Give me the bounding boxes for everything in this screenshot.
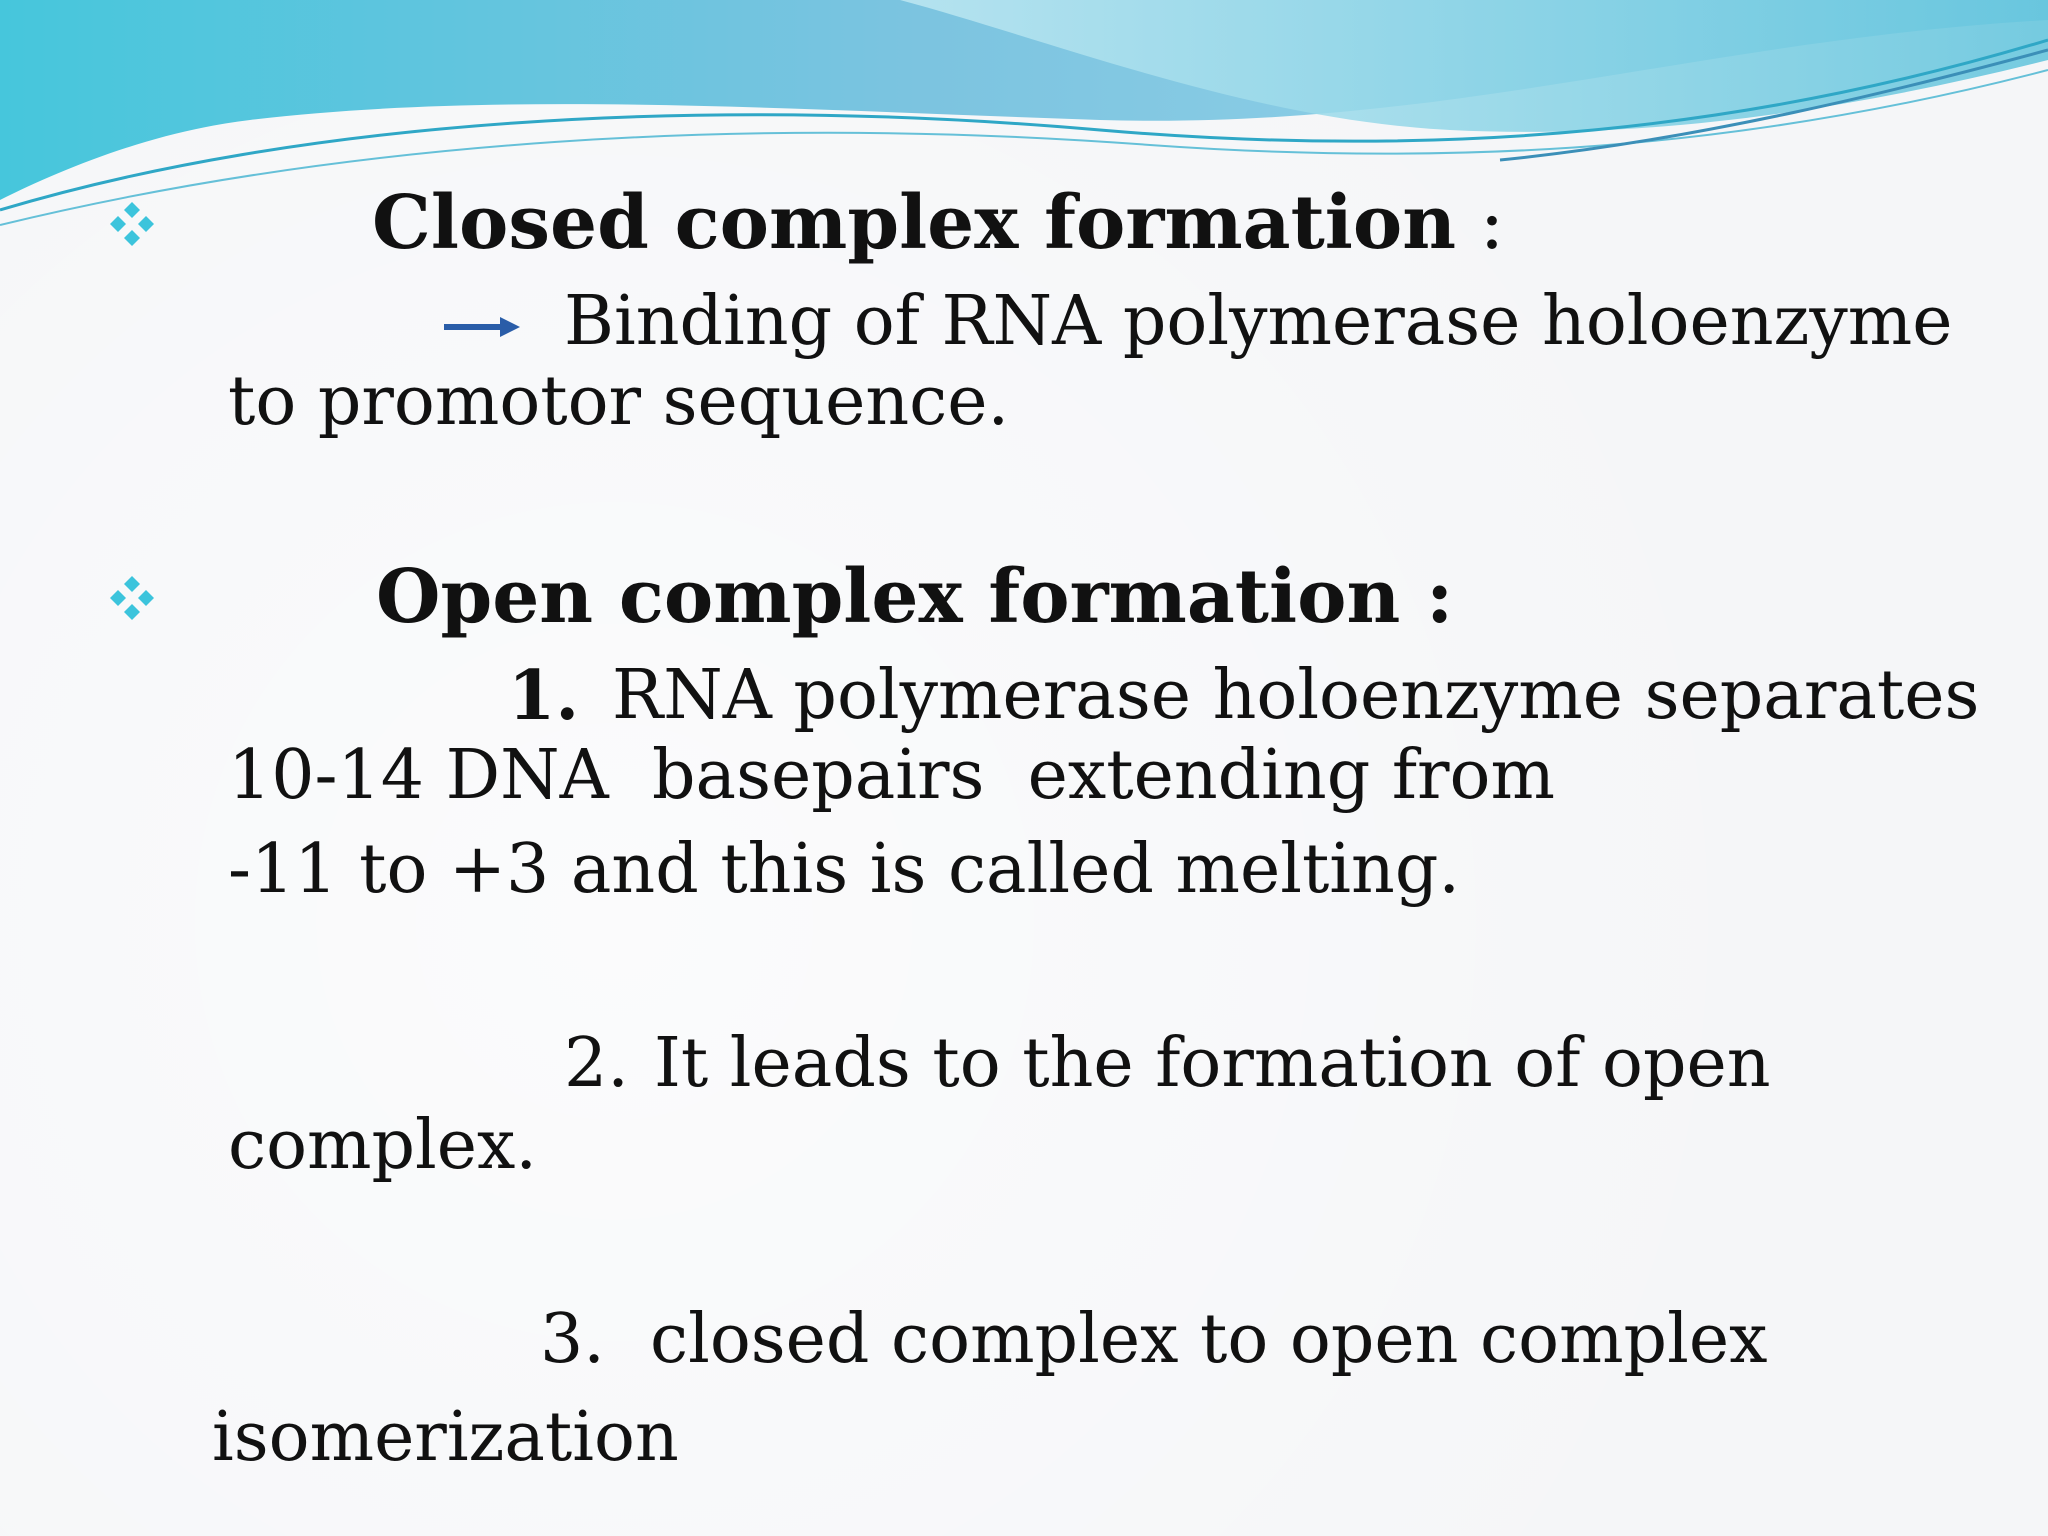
heading-text: Closed complex formation [372, 180, 1457, 266]
right-arrow-icon [444, 314, 520, 340]
item1-line2: 10-14 DNA basepairs extending from [228, 736, 1555, 815]
item2-line2: complex. [228, 1106, 537, 1185]
item-number-2: 2. [564, 1024, 629, 1103]
item2-line1: It leads to the formation of open [654, 1024, 1771, 1103]
item1-line1: RNA polymerase holoenzyme separates [612, 656, 1980, 735]
diamond-bullet-icon [104, 196, 160, 252]
item-number-1: 1. [508, 656, 579, 736]
heading-colon: : [1456, 180, 1505, 266]
closed-complex-line2: to promotor sequence. [228, 362, 1010, 441]
section-heading-closed-complex [372, 180, 1505, 266]
diamond-bullet-icon [104, 570, 160, 626]
closed-complex-line1: Binding of RNA polymerase holoenzyme [564, 282, 1953, 361]
section-heading-open-complex: Open complex formation : [376, 554, 1454, 640]
item1-line3: -11 to +3 and this is called melting. [228, 830, 1460, 909]
item-number-3: 3. [540, 1300, 605, 1379]
item3-line1: closed complex to open complex [650, 1300, 1768, 1379]
item3-line2: isomerization [212, 1398, 679, 1477]
